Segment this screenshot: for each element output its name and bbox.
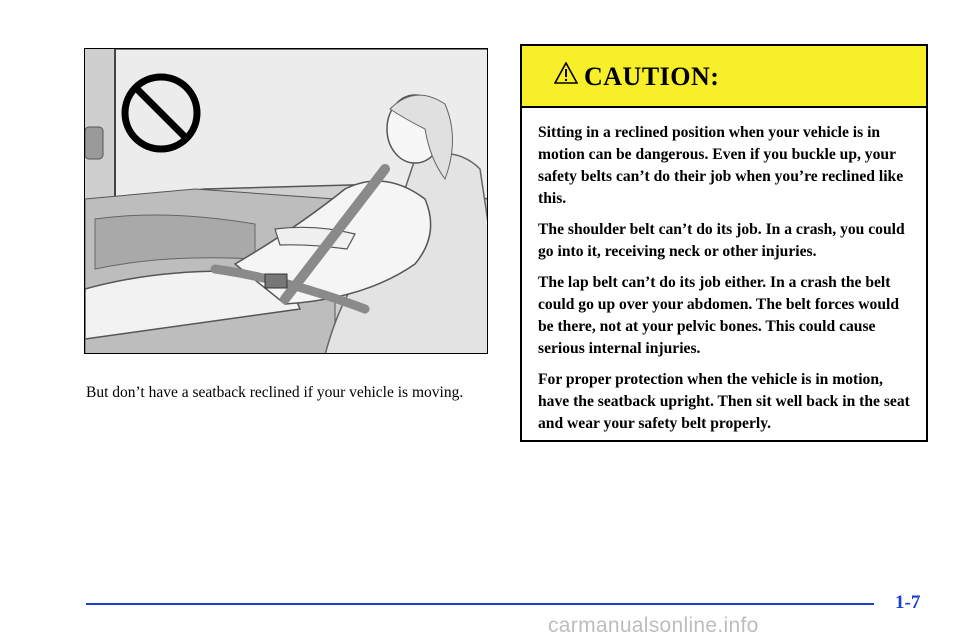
caution-paragraph: The shoulder belt can’t do its job. In a crash, you could go into it, receiving neck or other injuries. <box>538 221 905 260</box>
caution-paragraph: For proper protection when the vehicle is in motion, have the seatback upright. Then sit well back in the seat and wear your safety belt properly. <box>538 371 910 432</box>
caution-box <box>520 44 928 442</box>
footer-rule <box>86 603 874 605</box>
figure-caption: But don’t have a seatback reclined if your vehicle is moving. <box>86 384 464 401</box>
caution-title: CAUTION: <box>584 62 720 91</box>
watermark: carmanualsonline.info <box>548 614 759 637</box>
caution-header <box>522 46 926 108</box>
warning-triangle-icon <box>554 62 578 89</box>
caution-paragraph: Sitting in a reclined position when your vehicle is in motion can be dangerous. Even if you buckle up, your safety belts can’t do their job when you’re reclined like this. <box>538 124 904 207</box>
reclined-passenger-illustration <box>84 48 488 354</box>
caution-body <box>522 108 926 435</box>
page-number: 1-7 <box>895 592 921 613</box>
caution-paragraph: The lap belt can’t do its job either. In a crash the belt could go up over your abdomen. The belt forces would be there, not at your pelvic bones. This could cause serious internal injuries. <box>538 274 900 357</box>
illustration-svg <box>85 49 488 354</box>
